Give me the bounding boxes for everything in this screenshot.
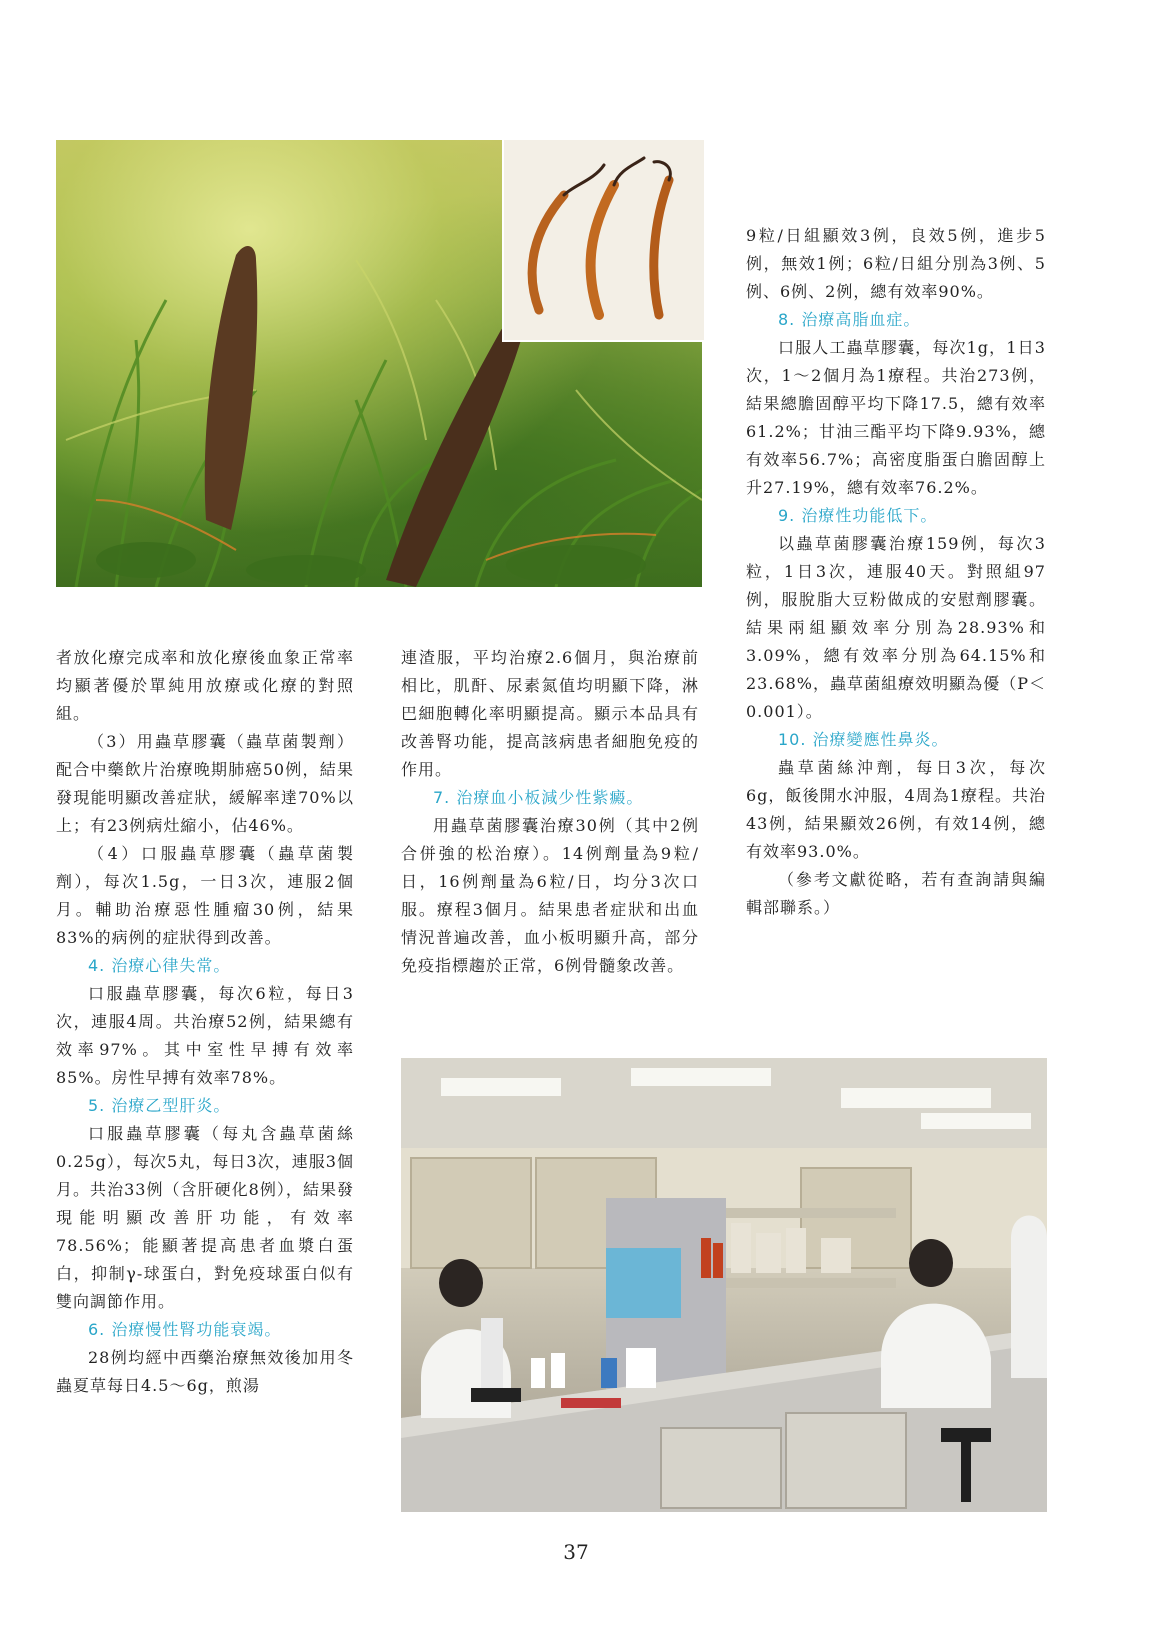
paragraph-radiotherapy-result: 者放化療完成率和放化療後血象正常率均顯著優於單純用放療或化療的對照組。 (56, 648, 354, 723)
paragraph-thrombocytopenic-purpura: 用蟲草菌膠囊治療30例（其中2例合併強的松治療）。14例劑量為9粒/日，16例劑量為6粒/日，均分3次口服。療程3個月。結果患者症狀和出血情況普遍改善，血小板明顯升高，部分免疫指標趨於正常，6例骨髓象改善。 (401, 816, 699, 975)
laboratory-photo (401, 1058, 1047, 1512)
paragraph-renal-failure: 28例均經中西藥治療無效後加用冬蟲夏草每日4.5～6g，煎湯 (56, 1348, 354, 1395)
paragraph-sexual-dysfunction: 以蟲草菌膠囊治療159例，每次3粒，1日3次，連服40天。對照組97例，服脫脂大豆粉做成的安慰劑膠囊。結果兩組顯效率分別為28.93%和3.09%，總有效率分別為64.15%和23.68%，蟲草菌組療效明顯為優（P＜0.001）。 (746, 534, 1046, 721)
paragraph-allergic-rhinitis: 蟲草菌絲沖劑，每日3次，每次6g，飯後開水沖服，4周為1療程。共治43例，結果顯效26例，有效14例，總有效率93.0%。 (746, 758, 1046, 861)
page-number: 37 (563, 1540, 589, 1564)
paragraph-hyperlipidemia: 口服人工蟲草膠囊，每次1g，1日3次，1～2個月為1療程。共治273例，結果總膽固醇平均下降17.5，總有效率61.2%；甘油三酯平均下降9.93%，總有效率56.7%；高密度脂蛋白膽固醇上升27.19%，總有效率76.2%。 (746, 338, 1046, 497)
article-column-middle (401, 644, 699, 980)
heading-thrombocytopenic-purpura: 7. 治療血小板減少性紫癜。 (433, 788, 644, 807)
paragraph-renal-continued: 連渣服，平均治療2.6個月，與治療前相比，肌酐、尿素氮值均明顯下降，淋巴細胞轉化率明顯提高。顯示本品具有改善腎功能，提高該病患者細胞免疫的作用。 (401, 648, 699, 779)
heading-allergic-rhinitis: 10. 治療變應性鼻炎。 (778, 730, 949, 749)
paragraph-arrhythmia: 口服蟲草膠囊，每次6粒，每日3次，連服4周。共治療52例，結果總有效率97%。其中室性早搏有效率85%。房性早搏有效率78%。 (56, 984, 354, 1087)
dried-cordyceps-illustration (504, 140, 704, 340)
heading-hepatitis-b: 5. 治療乙型肝炎。 (88, 1096, 231, 1115)
references-note: （參考文獻從略，若有查詢請與編輯部聯系。） (746, 870, 1046, 917)
paragraph-lung-cancer: （3）用蟲草膠囊（蟲草菌製劑）配合中藥飲片治療晚期肺癌50例，結果發現能明顯改善症狀，緩解率達70%以上；有23例病灶縮小，佔46%。 (56, 732, 354, 835)
paragraph-purpura-continued: 9粒/日組顯效3例，良效5例，進步5例，無效1例；6粒/日組分別為3例、5例、6例、2例，總有效率90%。 (746, 226, 1046, 301)
heading-hyperlipidemia: 8. 治療高脂血症。 (778, 310, 921, 329)
laboratory-illustration (401, 1058, 1047, 1512)
heading-arrhythmia: 4. 治療心律失常。 (88, 956, 231, 975)
article-column-left (56, 644, 354, 1400)
dried-cordyceps-inset-photo (502, 140, 704, 342)
paragraph-hepatitis-b: 口服蟲草膠囊（每丸含蟲草菌絲0.25g），每次5丸，每日3次，連服3個月。共治33例（含肝硬化8例），結果發現能明顯改善肝功能，有效率78.56%；能顯著提高患者血漿白蛋白，抑制γ-球蛋白，對免疫球蛋白似有雙向調節作用。 (56, 1124, 354, 1311)
heading-sexual-dysfunction: 9. 治療性功能低下。 (778, 506, 938, 525)
paragraph-malignant-tumor: （4）口服蟲草膠囊（蟲草菌製劑），每次1.5g，一日3次，連服2個月。輔助治療惡性腫瘤30例，結果83%的病例的症狀得到改善。 (56, 844, 354, 947)
article-column-right (746, 222, 1046, 922)
heading-renal-failure: 6. 治療慢性腎功能衰竭。 (88, 1320, 282, 1339)
